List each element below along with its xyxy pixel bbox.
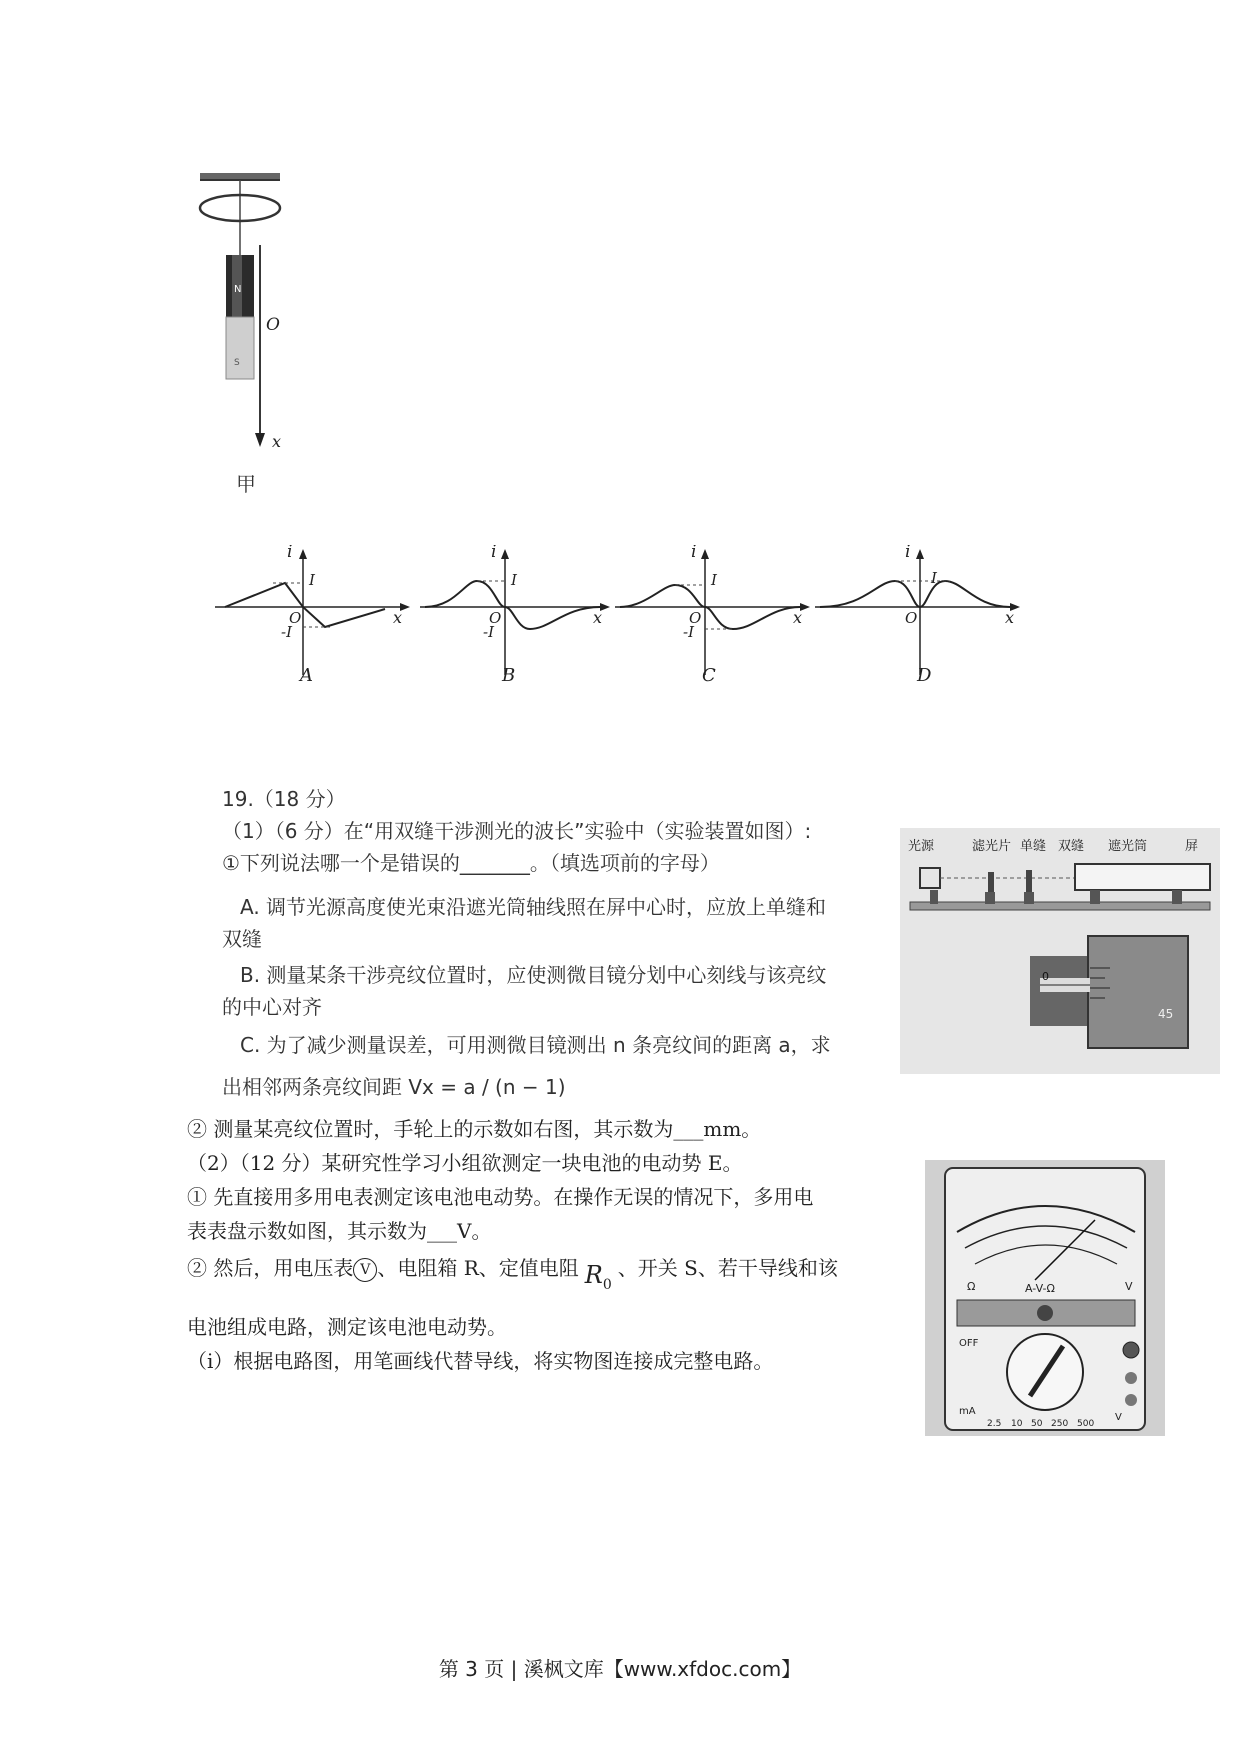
- graph-a: [215, 545, 410, 686]
- dial-mark-10: 10: [1011, 1419, 1023, 1429]
- figure-jia-magnet-ring: [190, 165, 320, 465]
- label-screen: 屏: [1185, 839, 1199, 854]
- label-single-slit: 单缝: [1020, 839, 1047, 854]
- option-b-line1: B. 测量某条干涉亮纹位置时，应使测微目镜分划中心刻线与该亮纹: [240, 963, 827, 987]
- graph-d-I: I: [931, 569, 937, 587]
- q19-part2-q2-line1: [187, 1250, 838, 1294]
- q19-part1-intro: （1）（6 分）在“用双缝干涉测光的波长”实验中（实验装置如图）:: [222, 819, 812, 843]
- q19-part2-intro: （2）（12 分）某研究性学习小组欲测定一块电池的电动势 E。: [187, 1151, 743, 1175]
- r0-sub: 0: [602, 1276, 612, 1293]
- q19-part2-q2-seg1: ② 然后，用电压表: [187, 1256, 354, 1280]
- graph-c-O: O: [689, 609, 702, 627]
- graph-c-x: x: [793, 608, 803, 627]
- graph-a-x: x: [393, 608, 403, 627]
- graph-a-negI: -I: [281, 623, 292, 641]
- graph-b-i: i: [491, 545, 497, 562]
- magnet-n-label: N: [234, 284, 242, 295]
- graph-a-letter: A: [300, 665, 313, 686]
- graph-c-i: i: [691, 545, 697, 562]
- r0-base: R: [584, 1261, 603, 1289]
- graph-c-letter: C: [702, 665, 716, 686]
- graph-a-I: I: [309, 571, 315, 589]
- graph-d-O: O: [905, 609, 918, 627]
- dial-mark-2-5: 2.5: [987, 1419, 1002, 1429]
- answer-graphs: [205, 545, 1045, 715]
- x-axis-label: x: [272, 432, 282, 451]
- graph-b-x: x: [593, 608, 603, 627]
- q19-part2-q2-seg3: 、开关 S、若干导线和该: [617, 1256, 838, 1280]
- voltmeter-symbol: V: [353, 1258, 377, 1282]
- page-footer: 第 3 页 | 溪枫文库【www.xfdoc.com】: [438, 1657, 802, 1681]
- graph-b-O: O: [489, 609, 502, 627]
- option-a-line1: A. 调节光源高度使光束沿遮光筒轴线照在屏中心时，应放上单缝和: [240, 895, 827, 919]
- dial-mark-500: 500: [1077, 1419, 1095, 1429]
- q19-part2-q1-line1: ① 先直接用多用电表测定该电池电动势。在操作无误的情况下，多用电: [187, 1185, 814, 1209]
- graph-c: [615, 545, 810, 686]
- scale-avo: A-V-Ω: [1025, 1282, 1055, 1295]
- option-b-line2: 的中心对齐: [222, 995, 322, 1019]
- graph-d-i: i: [905, 545, 911, 562]
- graph-b: [420, 545, 610, 686]
- scale-v: V: [1125, 1280, 1133, 1293]
- q19-heading: 19.（18 分）: [222, 787, 346, 811]
- micrometer-45: 45: [1158, 1007, 1174, 1021]
- label-double-slit: 双缝: [1058, 839, 1085, 854]
- dial-mark-50: 50: [1031, 1419, 1043, 1429]
- graph-d-letter: D: [917, 665, 932, 686]
- origin-label: O: [266, 315, 280, 335]
- micrometer-zero: 0: [1042, 970, 1049, 983]
- graph-a-O: O: [289, 609, 302, 627]
- double-slit-apparatus-photo: [900, 828, 1220, 1074]
- r0-symbol: [584, 1261, 612, 1293]
- graph-c-negI: -I: [683, 623, 694, 641]
- multimeter-photo: [925, 1160, 1165, 1436]
- q19-part1-q1: ①下列说法哪一个是错误的_______。（填选项前的字母）: [222, 851, 720, 875]
- graph-a-i: i: [287, 545, 293, 562]
- option-a-line2: 双缝: [222, 927, 262, 951]
- label-light-source: 光源: [908, 839, 935, 854]
- q19-part1-q2: ② 测量某亮纹位置时，手轮上的示数如右图，其示数为___mm。: [187, 1117, 762, 1141]
- option-c-line2: 出相邻两条亮纹间距 Vx = a / (n − 1): [222, 1075, 566, 1099]
- graph-b-letter: B: [502, 665, 516, 686]
- scale-ohm: Ω: [967, 1280, 976, 1293]
- q19-part2-q2-line2: 电池组成电路，测定该电池电动势。: [187, 1315, 507, 1339]
- magnet-s-label: S: [234, 358, 240, 368]
- figure-jia-caption: 甲: [236, 472, 256, 496]
- label-filter: 滤光片: [972, 839, 1012, 854]
- q19-part2-q3: （ⅰ）根据电路图，用笔画线代替导线，将实物图连接成完整电路。: [187, 1349, 774, 1373]
- graph-b-negI: -I: [483, 623, 494, 641]
- dial-ma: mA: [959, 1406, 976, 1417]
- dial-mark-250: 250: [1051, 1419, 1069, 1429]
- q19-part2-q2-seg2: 、电阻箱 R、定值电阻: [377, 1256, 579, 1280]
- graph-c-I: I: [711, 571, 717, 589]
- q19-part2-q1-line2: 表表盘示数如图，其示数为___V。: [187, 1219, 492, 1243]
- graph-d-x: x: [1005, 608, 1015, 627]
- option-c-line1: C. 为了减少测量误差，可用测微目镜测出 n 条亮纹间的距离 a，求: [240, 1033, 831, 1057]
- graph-d: [815, 545, 1020, 686]
- dial-v: V: [1115, 1412, 1122, 1423]
- label-tube: 遮光筒: [1108, 839, 1148, 854]
- dial-off: OFF: [959, 1338, 979, 1349]
- graph-b-I: I: [511, 571, 517, 589]
